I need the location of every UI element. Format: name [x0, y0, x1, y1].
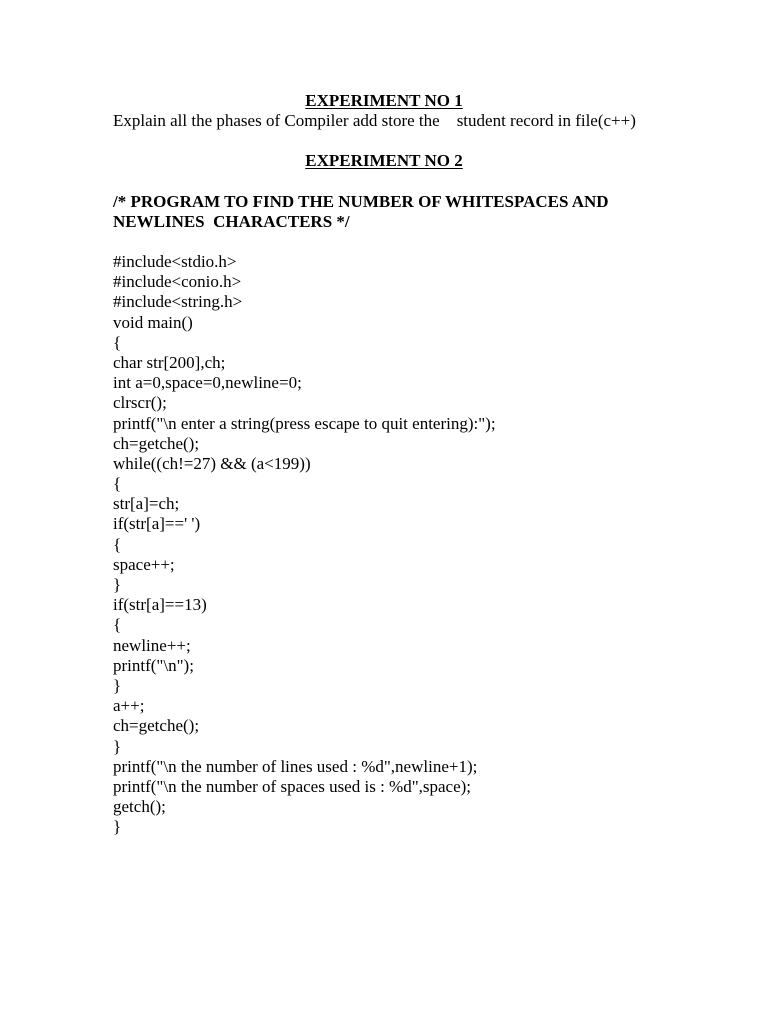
- code-line: if(str[a]==' '): [113, 514, 201, 534]
- experiment-1-heading: EXPERIMENT NO 1: [305, 91, 463, 110]
- code-line: a++;: [113, 696, 145, 716]
- code-line: {: [113, 534, 122, 554]
- code-line: printf("\n the number of spaces used is : %d",space);: [113, 776, 472, 796]
- code-line: #include<string.h>: [113, 292, 243, 312]
- code-line: ch=getche();: [113, 716, 200, 736]
- code-line: ch=getche();: [113, 433, 200, 453]
- experiment-2-heading: EXPERIMENT NO 2: [305, 151, 463, 170]
- code-line: space++;: [113, 554, 175, 574]
- program-code-listing: [113, 252, 496, 837]
- code-line: }: [113, 575, 122, 594]
- code-line: clrscr();: [113, 393, 167, 413]
- code-line: printf("\n the number of lines used : %d",newline+1);: [113, 756, 478, 776]
- code-line: getch();: [113, 797, 166, 817]
- program-comment-line-2: NEWLINES CHARACTERS */: [113, 212, 350, 231]
- code-line: }: [113, 817, 122, 837]
- code-line: char str[200],ch;: [113, 352, 226, 372]
- code-line: {: [113, 332, 122, 352]
- code-line: if(str[a]==13): [113, 595, 207, 615]
- code-line: {: [113, 615, 122, 635]
- code-line: void main(): [113, 312, 193, 332]
- code-line: int a=0,space=0,newline=0;: [113, 373, 302, 393]
- code-line: #include<conio.h>: [113, 272, 242, 292]
- code-line: str[a]=ch;: [113, 494, 180, 514]
- code-line: }: [113, 736, 122, 756]
- program-comment-line-1: /* PROGRAM TO FIND THE NUMBER OF WHITESPACES AND: [113, 192, 609, 211]
- code-line: #include<stdio.h>: [113, 252, 237, 271]
- code-line: newline++;: [113, 635, 191, 655]
- code-line: printf("\n enter a string(press escape to quit entering):");: [113, 413, 496, 433]
- code-line: {: [113, 474, 122, 494]
- experiment-1-description: Explain all the phases of Compiler add store the student record in file(c++): [113, 111, 636, 130]
- code-line: while((ch!=27) && (a<199)): [113, 453, 311, 473]
- code-line: }: [113, 675, 122, 695]
- code-line: printf("\n");: [113, 655, 194, 675]
